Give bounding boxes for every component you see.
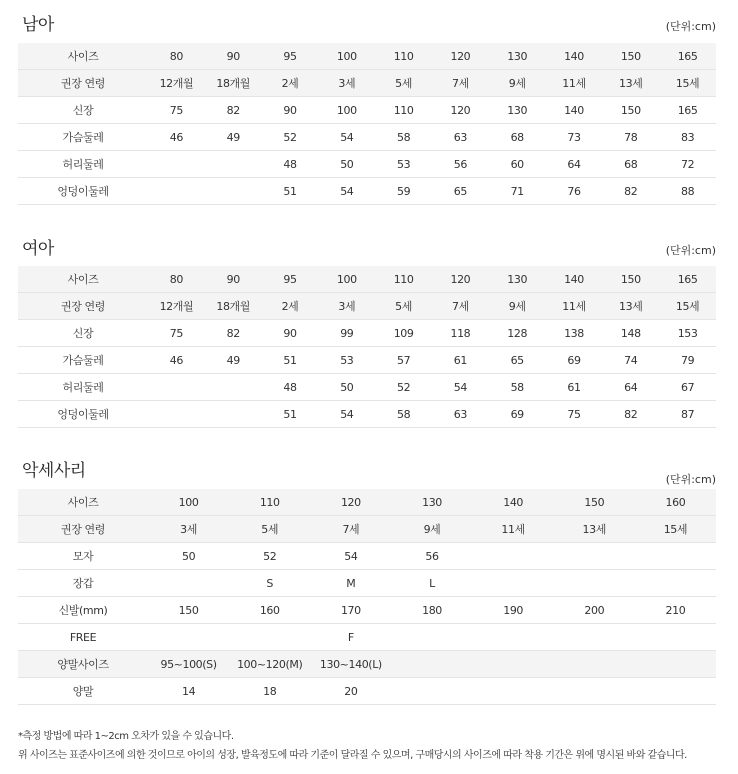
table-cell: 61 — [546, 374, 603, 401]
table-cell — [148, 401, 205, 428]
table-cell: 15세 — [635, 516, 716, 543]
table-cell: 110 — [375, 266, 432, 293]
table-cell: 7세 — [432, 70, 489, 97]
table-cell: 138 — [546, 320, 603, 347]
table-row — [18, 266, 716, 293]
table-row — [18, 597, 716, 624]
size-disclaimer-note: 위 사이즈는 표준사이즈에 의한 것이므로 아이의 성장, 발육정도에 따라 기준이 달라질 수 있으며, 구매당시의 사이즈에 따라 착용 기간은 위에 명시된 바와 같습니다. — [18, 750, 687, 761]
table-cell: M — [310, 570, 391, 597]
table-cell: L — [391, 570, 472, 597]
table-cell: 9세 — [391, 516, 472, 543]
table-cell — [554, 678, 635, 705]
table-cell: 51 — [262, 178, 319, 205]
row-label: 엉덩이둘레 — [18, 401, 148, 428]
table-cell — [554, 651, 635, 678]
row-label: 권장 연령 — [18, 293, 148, 320]
row-label: 허리둘레 — [18, 374, 148, 401]
table-cell — [205, 374, 262, 401]
table-cell: 90 — [205, 43, 262, 70]
table-cell: 9세 — [489, 70, 546, 97]
table-cell — [473, 624, 554, 651]
table-cell: 82 — [205, 97, 262, 124]
table-cell: 82 — [602, 178, 659, 205]
table-cell: 54 — [318, 401, 375, 428]
table-cell: 100~120(M) — [229, 651, 310, 678]
table-cell: 140 — [546, 97, 603, 124]
table-cell — [473, 651, 554, 678]
table-cell — [391, 651, 472, 678]
girls-size-table — [18, 266, 716, 428]
table-cell: 76 — [546, 178, 603, 205]
table-cell: 109 — [375, 320, 432, 347]
row-label: 가슴둘레 — [18, 124, 148, 151]
row-label: 허리둘레 — [18, 151, 148, 178]
table-cell: 80 — [148, 266, 205, 293]
table-cell — [554, 570, 635, 597]
table-cell: 11세 — [546, 70, 603, 97]
table-cell: 118 — [432, 320, 489, 347]
table-cell: 200 — [554, 597, 635, 624]
table-cell: 210 — [635, 597, 716, 624]
table-cell: 50 — [148, 543, 229, 570]
row-label: 신장 — [18, 320, 148, 347]
table-cell: 180 — [391, 597, 472, 624]
table-cell: 56 — [391, 543, 472, 570]
table-cell: 65 — [432, 178, 489, 205]
table-row — [18, 97, 716, 124]
table-cell: 72 — [659, 151, 716, 178]
table-cell: 71 — [489, 178, 546, 205]
row-label: 모자 — [18, 543, 148, 570]
table-row — [18, 178, 716, 205]
row-label: 신발(mm) — [18, 597, 148, 624]
table-cell: 95 — [262, 266, 319, 293]
table-cell: 48 — [262, 151, 319, 178]
table-row — [18, 293, 716, 320]
table-row — [18, 651, 716, 678]
table-cell: 160 — [229, 597, 310, 624]
table-cell: 58 — [489, 374, 546, 401]
girls-unit-label: (단위:cm) — [665, 244, 716, 257]
table-cell: 130 — [489, 266, 546, 293]
table-cell: 12개월 — [148, 293, 205, 320]
table-row — [18, 70, 716, 97]
table-row — [18, 516, 716, 543]
table-cell — [391, 624, 472, 651]
table-cell: 18 — [229, 678, 310, 705]
table-cell: 140 — [546, 43, 603, 70]
table-cell: 46 — [148, 124, 205, 151]
row-label: 사이즈 — [18, 266, 148, 293]
table-cell: 3세 — [318, 70, 375, 97]
table-cell: 15세 — [659, 70, 716, 97]
table-cell: 53 — [318, 347, 375, 374]
accessories-section-title: 악세사리 — [22, 461, 86, 481]
table-cell: 73 — [546, 124, 603, 151]
table-row — [18, 624, 716, 651]
table-cell: 160 — [635, 489, 716, 516]
table-cell — [148, 570, 229, 597]
table-row — [18, 151, 716, 178]
table-cell — [205, 401, 262, 428]
table-cell — [391, 678, 472, 705]
table-cell: 130 — [489, 43, 546, 70]
boys-size-table — [18, 43, 716, 205]
table-cell: 54 — [310, 543, 391, 570]
table-cell: 83 — [659, 124, 716, 151]
row-label: 장갑 — [18, 570, 148, 597]
table-row — [18, 543, 716, 570]
table-cell: 150 — [554, 489, 635, 516]
table-cell: 120 — [310, 489, 391, 516]
table-cell: 150 — [602, 266, 659, 293]
accessories-unit-label: (단위:cm) — [665, 473, 716, 486]
table-cell: 65 — [489, 347, 546, 374]
table-row — [18, 124, 716, 151]
table-cell: 12개월 — [148, 70, 205, 97]
table-cell — [205, 151, 262, 178]
table-cell: 120 — [432, 43, 489, 70]
table-cell: 150 — [602, 97, 659, 124]
table-cell — [148, 178, 205, 205]
table-cell: 52 — [229, 543, 310, 570]
table-cell: 57 — [375, 347, 432, 374]
table-cell — [473, 543, 554, 570]
row-label: 사이즈 — [18, 43, 148, 70]
table-cell: 13세 — [554, 516, 635, 543]
table-cell — [148, 151, 205, 178]
table-cell: 56 — [432, 151, 489, 178]
table-cell: 49 — [205, 347, 262, 374]
table-cell: 63 — [432, 124, 489, 151]
table-cell: 14 — [148, 678, 229, 705]
table-cell: 7세 — [432, 293, 489, 320]
table-cell — [635, 651, 716, 678]
table-cell: 20 — [310, 678, 391, 705]
table-cell: 49 — [205, 124, 262, 151]
table-cell: 95~100(S) — [148, 651, 229, 678]
table-cell: 9세 — [489, 293, 546, 320]
table-cell: 74 — [602, 347, 659, 374]
table-cell: 18개월 — [205, 293, 262, 320]
table-cell: 18개월 — [205, 70, 262, 97]
row-label: 가슴둘레 — [18, 347, 148, 374]
table-cell: 100 — [318, 266, 375, 293]
table-cell: 11세 — [473, 516, 554, 543]
table-cell — [554, 543, 635, 570]
table-cell: 50 — [318, 374, 375, 401]
table-cell: 170 — [310, 597, 391, 624]
table-cell: 67 — [659, 374, 716, 401]
table-cell: 82 — [205, 320, 262, 347]
table-cell: 110 — [375, 43, 432, 70]
table-cell — [473, 570, 554, 597]
table-cell: S — [229, 570, 310, 597]
table-cell — [473, 678, 554, 705]
table-cell — [635, 624, 716, 651]
boys-unit-label: (단위:cm) — [665, 20, 716, 33]
table-cell: 150 — [148, 597, 229, 624]
table-cell: 100 — [148, 489, 229, 516]
table-cell: 58 — [375, 124, 432, 151]
table-cell: 2세 — [262, 293, 319, 320]
table-cell: 3세 — [148, 516, 229, 543]
table-cell: 78 — [602, 124, 659, 151]
table-cell: 7세 — [310, 516, 391, 543]
accessories-size-table — [18, 489, 716, 705]
table-row — [18, 570, 716, 597]
table-cell: 58 — [375, 401, 432, 428]
table-cell: 68 — [602, 151, 659, 178]
table-cell — [554, 624, 635, 651]
table-cell: 130 — [391, 489, 472, 516]
table-cell — [205, 178, 262, 205]
table-cell: 150 — [602, 43, 659, 70]
table-cell: 11세 — [546, 293, 603, 320]
table-cell: 90 — [262, 97, 319, 124]
row-label: 권장 연령 — [18, 516, 148, 543]
table-cell: 110 — [375, 97, 432, 124]
row-label: 양말사이즈 — [18, 651, 148, 678]
table-cell: 46 — [148, 347, 205, 374]
table-cell: 100 — [318, 43, 375, 70]
table-cell: 5세 — [229, 516, 310, 543]
table-cell: 54 — [318, 178, 375, 205]
table-cell: 13세 — [602, 293, 659, 320]
table-cell: 148 — [602, 320, 659, 347]
table-cell: 5세 — [375, 70, 432, 97]
table-cell: 64 — [546, 151, 603, 178]
table-cell: 5세 — [375, 293, 432, 320]
row-label: 양말 — [18, 678, 148, 705]
table-cell: 130 — [489, 97, 546, 124]
table-cell: 90 — [205, 266, 262, 293]
table-cell: 52 — [262, 124, 319, 151]
table-cell: 140 — [473, 489, 554, 516]
table-cell: 75 — [546, 401, 603, 428]
table-cell: 53 — [375, 151, 432, 178]
table-cell: 140 — [546, 266, 603, 293]
table-cell — [229, 624, 310, 651]
table-row — [18, 374, 716, 401]
boys-section-title: 남아 — [22, 15, 54, 35]
table-cell: 15세 — [659, 293, 716, 320]
table-cell: 69 — [546, 347, 603, 374]
table-cell: 90 — [262, 320, 319, 347]
table-cell: 59 — [375, 178, 432, 205]
table-cell: 153 — [659, 320, 716, 347]
table-cell: 54 — [318, 124, 375, 151]
table-cell: 130~140(L) — [310, 651, 391, 678]
table-cell: 61 — [432, 347, 489, 374]
table-cell: 120 — [432, 266, 489, 293]
table-cell: 95 — [262, 43, 319, 70]
row-label: 신장 — [18, 97, 148, 124]
table-cell — [635, 570, 716, 597]
table-cell: 165 — [659, 43, 716, 70]
table-cell — [635, 543, 716, 570]
table-cell: 165 — [659, 97, 716, 124]
table-cell: 54 — [432, 374, 489, 401]
table-cell: 69 — [489, 401, 546, 428]
table-cell: 99 — [318, 320, 375, 347]
girls-section-title: 여아 — [22, 239, 54, 259]
table-cell: 87 — [659, 401, 716, 428]
table-cell: 165 — [659, 266, 716, 293]
table-cell: 100 — [318, 97, 375, 124]
table-cell: 51 — [262, 347, 319, 374]
table-cell: 120 — [432, 97, 489, 124]
table-cell: 88 — [659, 178, 716, 205]
table-row — [18, 401, 716, 428]
table-cell: 79 — [659, 347, 716, 374]
table-row — [18, 320, 716, 347]
table-cell: 3세 — [318, 293, 375, 320]
table-cell: 52 — [375, 374, 432, 401]
table-row — [18, 489, 716, 516]
table-cell — [635, 678, 716, 705]
table-row — [18, 678, 716, 705]
table-cell: 63 — [432, 401, 489, 428]
table-cell — [148, 624, 229, 651]
row-label: 권장 연령 — [18, 70, 148, 97]
measurement-note: *측정 방법에 따라 1~2cm 오차가 있을 수 있습니다. — [18, 731, 234, 742]
table-cell: 2세 — [262, 70, 319, 97]
table-cell: 75 — [148, 320, 205, 347]
table-cell: 75 — [148, 97, 205, 124]
table-cell: 68 — [489, 124, 546, 151]
table-cell: 60 — [489, 151, 546, 178]
table-row — [18, 347, 716, 374]
table-row — [18, 43, 716, 70]
table-cell: 13세 — [602, 70, 659, 97]
table-cell — [148, 374, 205, 401]
table-cell: 50 — [318, 151, 375, 178]
table-cell: 110 — [229, 489, 310, 516]
row-label: 엉덩이둘레 — [18, 178, 148, 205]
table-cell: 51 — [262, 401, 319, 428]
table-cell: 128 — [489, 320, 546, 347]
table-cell: 190 — [473, 597, 554, 624]
row-label: 사이즈 — [18, 489, 148, 516]
row-label: FREE — [18, 624, 148, 651]
table-cell: 48 — [262, 374, 319, 401]
table-cell: 64 — [602, 374, 659, 401]
table-cell: 80 — [148, 43, 205, 70]
table-cell: 82 — [602, 401, 659, 428]
table-cell: F — [310, 624, 391, 651]
